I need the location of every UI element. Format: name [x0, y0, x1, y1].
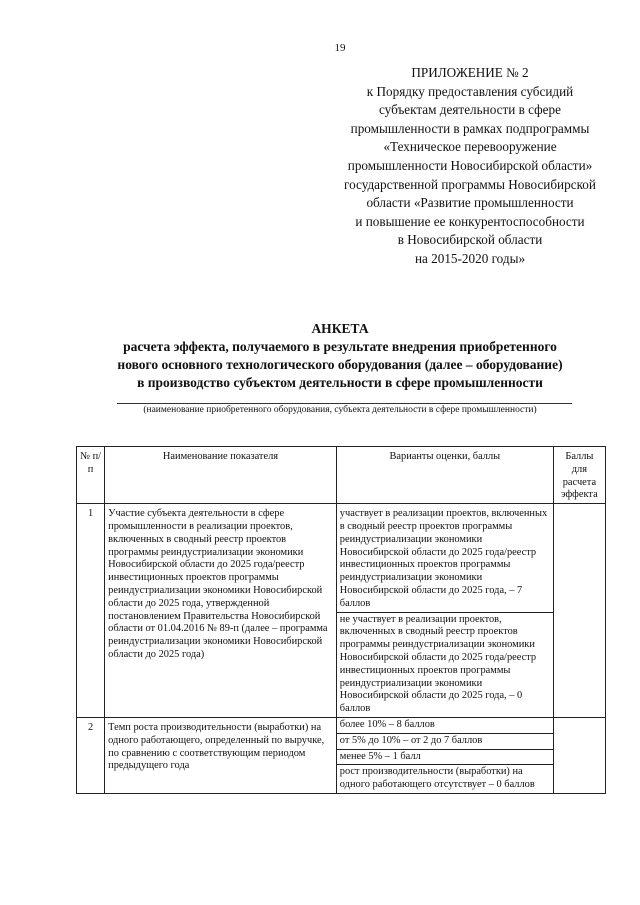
appendix-line: субъектам деятельности в сфере [379, 102, 561, 118]
row-option: менее 5% – 1 балл [336, 749, 553, 765]
header-points: Баллы для расчета эффекта [553, 447, 605, 504]
appendix-line: на 2015-2020 годы» [414, 250, 526, 266]
form-title-heading: АНКЕТА [311, 321, 369, 336]
fill-in-caption: (наименование приобретенного оборудования, субъекта деятельности в сфере промышленности) [143, 405, 537, 415]
table-header-row [77, 447, 606, 504]
row-option: более 10% – 8 баллов [336, 717, 553, 733]
appendix-line: «Техническое перевооружение [383, 139, 557, 155]
row-points-cell[interactable] [553, 717, 605, 793]
appendix-line: к Порядку предоставления субсидий [366, 83, 574, 99]
row-points-cell[interactable] [553, 504, 605, 718]
row-indicator: Участие субъекта деятельности в сфере промышленности в реализации проектов, включенных в сводный реестр проектов программы реиндустриализации экономики Новосибирской области до 2025 года/реестр инвестиционных проектов программы реиндустриализации экономики Новосибирской области до 2025 года, утвержденной постановлением Правительства Новосибирской области от 01.04.2016 № 89-п (далее – программа реиндустриализации экономики Новосибирской области до 2025 года) [105, 504, 337, 718]
header-num: № п/п [77, 447, 105, 504]
row-num: 1 [77, 504, 105, 718]
row-option: участвует в реализации проектов, включенных в сводный реестр проектов программы реиндустриализации экономики Новосибирской области до 2025 года/реестр инвестиционных проектов программы реиндустриализации экономики Новосибирской области до 2025 года, – 7 баллов [336, 504, 553, 612]
page-number: 19 [334, 42, 346, 54]
row-option: от 5% до 10% – от 2 до 7 баллов [336, 733, 553, 749]
row-option: не участвует в реализации проектов, включенных в сводный реестр проектов программы реиндустриализации экономики Новосибирской области до 2025 года/реестр инвестиционных проектов программы реиндустриализации экономики Новосибирской области до 2025 года, – 0 баллов [336, 612, 553, 717]
row-num: 2 [77, 717, 105, 793]
appendix-line: промышленности Новосибирской области» [347, 157, 593, 173]
table-row [77, 504, 606, 612]
form-title-line: расчета эффекта, получаемого в результате внедрения приобретенного [123, 339, 557, 354]
row-indicator: Темп роста производительности (выработки) на одного работающего, определенный по выручке, по сравнению с соответствующим периодом предыдущего года [105, 717, 337, 793]
appendix-line: области «Развитие промышленности [366, 195, 574, 211]
appendix-line: в Новосибирской области [397, 232, 543, 248]
assessment-table [76, 446, 606, 794]
table-row [77, 717, 606, 733]
header-options: Варианты оценки, баллы [336, 447, 553, 504]
form-title-line: нового основного технологического оборудования (далее – оборудование) [117, 357, 563, 372]
form-title-line: в производство субъектом деятельности в сфере промышленности [137, 375, 543, 390]
appendix-header [300, 64, 640, 269]
header-indicator: Наименование показателя [105, 447, 337, 504]
appendix-title: ПРИЛОЖЕНИЕ № 2 [411, 65, 529, 80]
form-title [0, 320, 640, 392]
appendix-line: государственной программы Новосибирской [344, 176, 596, 192]
appendix-line: и повышение ее конкурентоспособности [355, 213, 585, 229]
fill-in-line[interactable] [117, 403, 572, 404]
appendix-line: промышленности в рамках подпрограммы [350, 120, 590, 136]
row-option: рост производительности (выработки) на одного работающего отсутствует – 0 баллов [336, 765, 553, 794]
